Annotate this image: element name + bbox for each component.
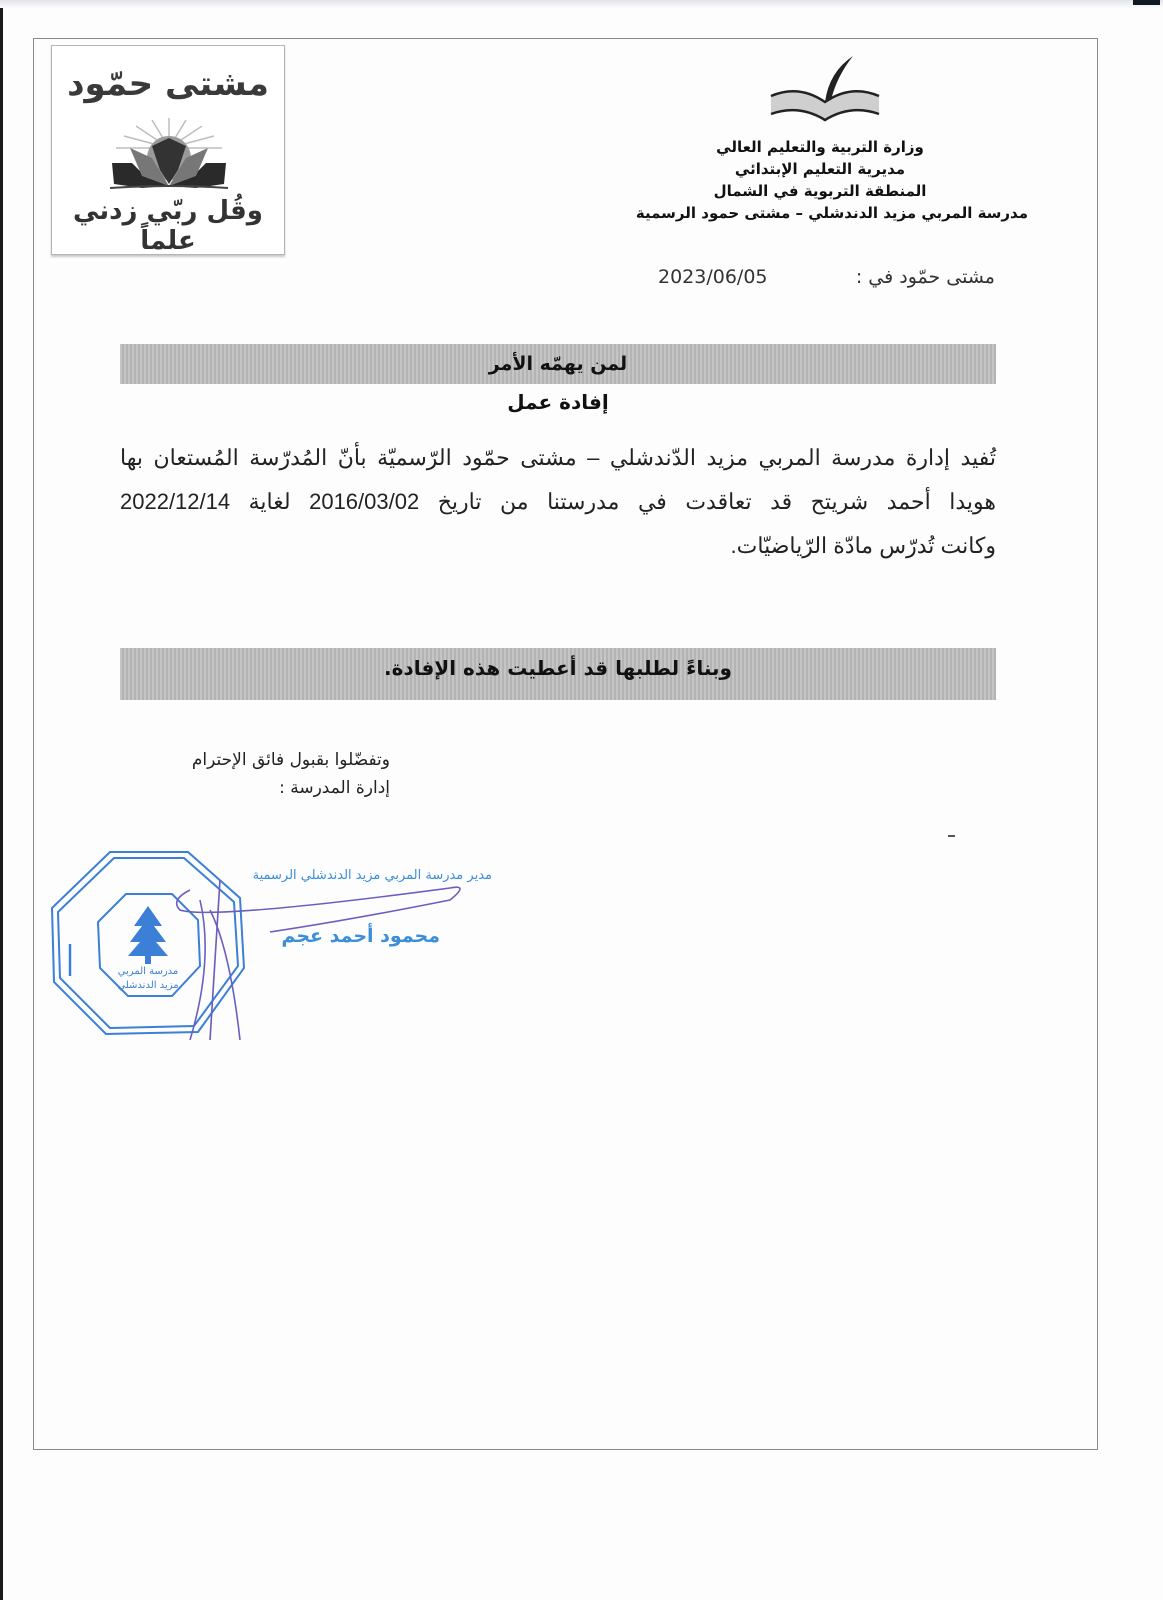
stray-mark [948,835,955,837]
scan-edge-corner [1133,0,1160,5]
open-book-sunrise-icon [102,118,237,196]
statement-band [120,648,996,700]
addressee-band [120,344,996,384]
handwritten-signature [150,870,480,1040]
letterhead [600,136,1040,224]
closing-regards: وتفضّلوا بقبول فائق الإحترام [191,750,390,770]
document-subject: إفادة عمل [507,390,609,414]
closing-admin: إدارة المدرسة : [279,778,390,798]
directorate-name: مديرية التعليم الإبتدائي [734,160,906,178]
ministry-book-emblem-icon [765,52,885,130]
stamp-inner-text: مزيد الدندشلي [117,980,179,991]
closing [140,746,390,802]
logo-motto: وقُل ربّي زدني علماً [73,196,263,256]
signatory-name: محمود أحمد عجم [281,925,440,947]
body-line: وكانت تُدرّس مادّة الرّياضيّات. [730,533,996,558]
stamp-inner-text: مدرسة المربي [117,966,179,977]
scan-edge [0,0,3,1600]
statement: وبناءً لطلبها قد أعطيت هذه الإفادة. [384,656,732,680]
body-paragraph [120,436,996,568]
ministry-name: وزارة التربية والتعليم العالي [716,138,924,156]
logo-title: مشتى حمّود [67,64,269,104]
signatory-title: مدير مدرسة المربي مزيد الدندشلي الرسمية [252,868,492,883]
date-label: مشتى حمّود في : [855,266,995,288]
addressee: لمن يهمّه الأمر [488,353,628,375]
school-logo [51,45,285,255]
school-name: مدرسة المربي مزيد الدندشلي – مشتى حمود الرسمية [635,204,1028,222]
body-line: تُفيد إدارة مدرسة المربي مزيد الدّندشلي – مشتى حمّود الرّسميّة بأنّ المُدرّسة المُستعان بها [120,445,996,470]
body-line: هويدا أحمد شريتح قد تعاقدت في مدرستنا من تاريخ 2016/03/02 لغاية 2022/12/14 [120,489,996,514]
region-name: المنطقة التربوية في الشمال [713,182,927,200]
scan-edge-top [0,0,1163,8]
date-value: 2023/06/05 [658,266,768,288]
